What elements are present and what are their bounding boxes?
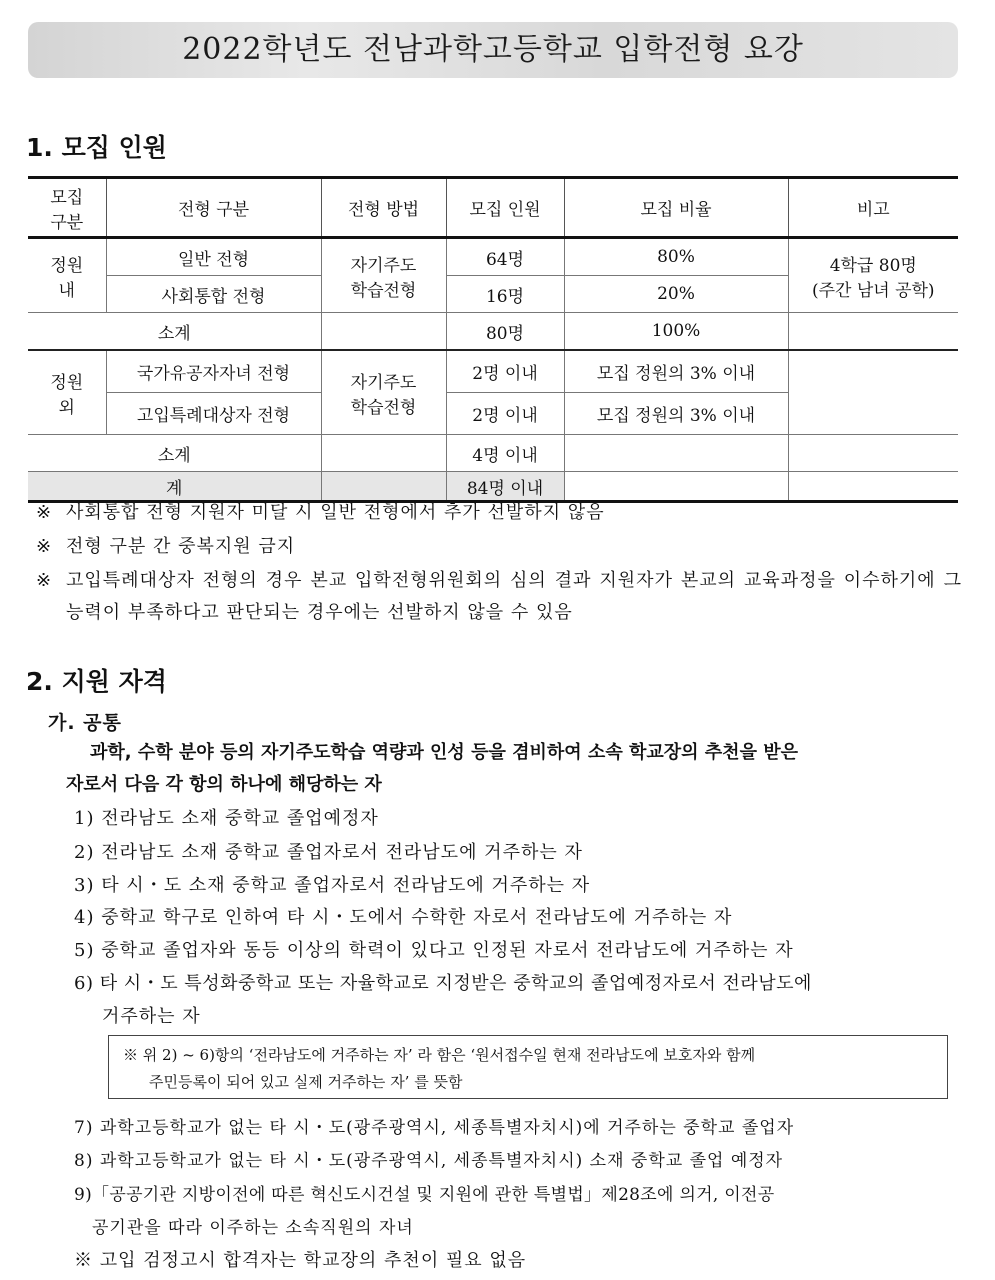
subtotal-label: 소계 [28,313,321,351]
empty-cell [564,472,788,502]
page-title: 2022학년도 전남과학고등학교 입학전형 요강 [182,32,804,67]
type-cell: 일반 전형 [106,238,321,276]
list-item: 8) 과학고등학교가 없는 타 시・도(광주광역시, 세종특별자치시) 소재 중학교 졸업 예정자 [74,1151,784,1171]
box-note-line-2: 주민등록이 되어 있고 실제 거주하는 자’ 를 뜻함 [149,1073,463,1091]
method-cell-inner: 자기주도 학습전형 [321,238,446,313]
remark-cell: 4학급 80명 (주간 남녀 공학) [788,238,958,313]
subtotal-label: 소계 [28,435,321,472]
intro-line-1: 과학, 수학 분야 등의 자기주도학습 역량과 인성 등을 겸비하여 소속 학교장의 추천을 받은 [90,742,799,763]
ratio-cell: 20% [564,276,788,313]
empty-cell [788,350,958,435]
final-note: ※ 고입 검정고시 합격자는 학교장의 추천이 필요 없음 [74,1250,527,1271]
table-row [28,350,958,393]
ratio-cell: 모집 정원의 3% 이내 [564,350,788,393]
method-cell-outer: 자기주도 학습전형 [321,350,446,435]
header-group-line1: 모집 [50,187,84,208]
group-outer: 정원 외 [28,350,106,435]
ratio-cell: 모집 정원의 3% 이내 [564,393,788,435]
total-label: 계 [28,472,321,502]
empty-cell [321,472,446,502]
subtotal-count: 80명 [446,313,564,351]
count-cell: 16명 [446,276,564,313]
note-text: 사회통합 전형 지원자 미달 시 일반 전형에서 추가 선발하지 않음 [66,502,605,523]
header-method: 전형 방법 [321,178,446,238]
total-row [28,472,958,502]
intro-line-2: 자로서 다음 각 항의 하나에 해당하는 자 [66,774,382,795]
empty-cell [788,313,958,351]
count-cell: 2명 이내 [446,350,564,393]
box-note-line-1: ※ 위 2) ~ 6)항의 ‘전라남도에 거주하는 자’ 라 함은 ‘원서접수일 현재 전라남도에 보호자와 함께 [123,1046,756,1064]
group-inner: 정원 내 [28,238,106,313]
list-item: 1) 전라남도 소재 중학교 졸업예정자 [74,808,379,829]
list-item: 2) 전라남도 소재 중학교 졸업자로서 전라남도에 거주하는 자 [74,842,583,863]
header-note: 비고 [788,178,958,238]
list-item: 6) 타 시・도 특성화중학교 또는 자율학교로 지정받은 중학교의 졸업예정자로서 전라남도에 [74,973,812,994]
table-row [28,238,958,276]
reference-mark-icon: ※ [36,570,53,591]
header-ratio: 모집 비율 [564,178,788,238]
list-item: 5) 중학교 졸업자와 동등 이상의 학력이 있다고 인정된 자로서 전라남도에 거주하는 자 [74,940,794,961]
section-2-heading: 2. 지원 자격 [26,667,167,696]
title-banner [28,22,958,78]
subtotal-ratio: 100% [564,313,788,351]
list-item: 9)「공공기관 지방이전에 따른 혁신도시건설 및 지원에 관한 특별법」제28조에 의거, 이전공 [74,1185,775,1205]
note-text: 전형 구분 간 중복지원 금지 [66,536,296,557]
reference-mark-icon: ※ [36,502,53,523]
count-cell: 2명 이내 [446,393,564,435]
list-item: 3) 타 시・도 소재 중학교 졸업자로서 전라남도에 거주하는 자 [74,875,591,896]
recruitment-table [28,176,958,503]
empty-cell [788,435,958,472]
type-cell: 고입특례대상자 전형 [106,393,321,435]
list-item: 4) 중학교 학구로 인하여 타 시・도에서 수학한 자로서 전라남도에 거주하는 자 [74,907,733,928]
subtotal-row [28,435,958,472]
note-text: 고입특례대상자 전형의 경우 본교 입학전형위원회의 심의 결과 지원자가 본교의 교육과정을 이수하기에 그 능력이 부족하다고 판단되는 경우에는 선발하지 않을 수 있음 [66,570,962,623]
residence-note-box [108,1035,948,1099]
subsection-heading: 가. 공통 [48,712,122,734]
note-1 [36,498,605,524]
reference-mark-icon: ※ [36,536,53,557]
list-item: 7) 과학고등학교가 없는 타 시・도(광주광역시, 세종특별자치시)에 거주하는 중학교 졸업자 [74,1118,795,1138]
section-1-heading: 1. 모집 인원 [26,133,167,162]
empty-cell [321,435,446,472]
header-group [28,178,106,238]
table-header-row [28,178,958,238]
ratio-cell: 80% [564,238,788,276]
type-cell: 국가유공자자녀 전형 [106,350,321,393]
header-type: 전형 구분 [106,178,321,238]
note-3 [36,565,962,629]
empty-cell [321,313,446,351]
empty-cell [564,435,788,472]
empty-cell [788,472,958,502]
note-2 [36,532,295,558]
header-count: 모집 인원 [446,178,564,238]
type-cell: 사회통합 전형 [106,276,321,313]
list-item-continued: 공기관을 따라 이주하는 소속직원의 자녀 [92,1218,414,1238]
count-cell: 64명 [446,238,564,276]
subtotal-row [28,313,958,351]
total-count: 84명 이내 [446,472,564,502]
list-item-continued: 거주하는 자 [102,1006,201,1027]
header-group-line2: 구분 [50,212,84,233]
subtotal-count: 4명 이내 [446,435,564,472]
